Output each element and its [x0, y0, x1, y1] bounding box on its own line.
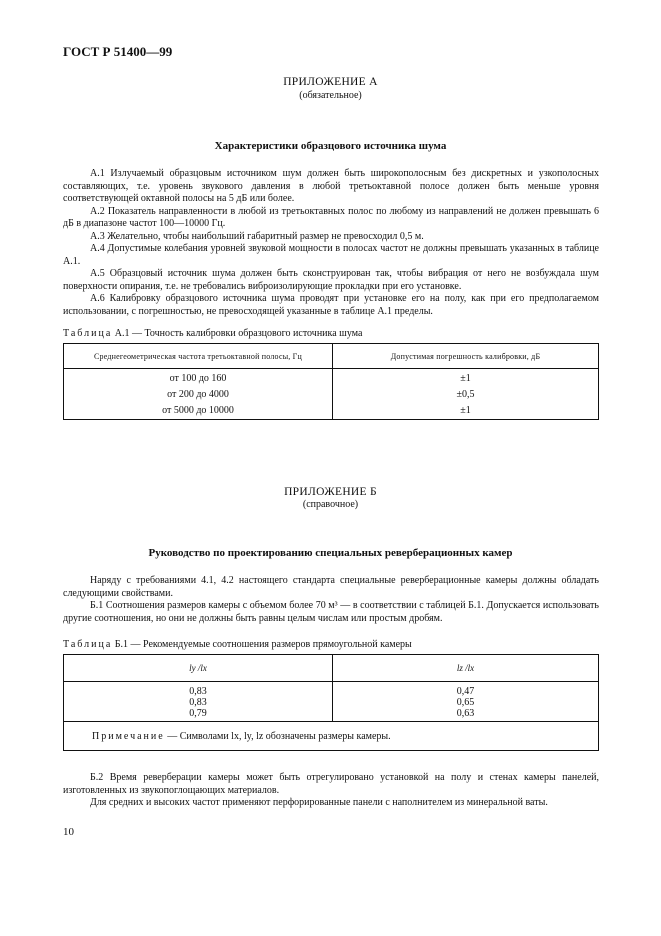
table-cell: 0,79: [189, 708, 207, 719]
table-b1: [63, 654, 599, 751]
table-cell: 0,83: [189, 697, 207, 708]
appendix-b-section-title: Руководство по проектированию специальных реверберационных камер: [148, 547, 513, 559]
table-cell: 0,83: [189, 686, 207, 697]
table-a1-col-error: [333, 369, 599, 420]
table-cell: 0,65: [456, 697, 475, 708]
paragraph-a3: А.3 Желательно, чтобы наибольший габаритный размер не превосходил 0,5 м.: [90, 230, 424, 242]
table-a1: [63, 343, 599, 420]
paragraph-a6: А.6 Калибровку образцового источника шума проводят при установке его на полу, как при его предполагаемом использовании, с погрешностью, не превосходящей указанные в таблице А.1 пределы.: [63, 293, 599, 317]
table-cell: ±1: [460, 373, 471, 384]
table-b1-caption-text: Б.1 — Рекомендуемые соотношения размеров прямоугольной камеры: [112, 639, 412, 650]
table-cell: 0,47: [456, 686, 475, 697]
table-b1-note-text: — Символами lx, ly, lz обозначены размеры камеры.: [164, 730, 391, 742]
page-number: 10: [63, 826, 74, 838]
paragraph-b1: Б.1 Соотношения размеров камеры с объемом более 70 м³ — в соответствии с таблицей Б.1. Допускается использовать другие соотношения, но они не должны быть равны целым числам или простым дробям.: [63, 600, 599, 624]
document-header: ГОСТ Р 51400—99: [63, 44, 173, 59]
table-b1-col-lz-lx: [333, 682, 599, 722]
table-a1-caption-prefix: Таблица: [63, 328, 113, 339]
paragraph-b2-continued: Для средних и высоких частот применяют перфорированные панели с наполнителем из минеральной ваты.: [90, 797, 548, 808]
appendix-a-section-title: Характеристики образцового источника шума: [214, 140, 447, 152]
appendix-b-body-2: [63, 772, 599, 810]
table-cell: от 200 до 4000: [167, 389, 229, 400]
appendix-a-title: ПРИЛОЖЕНИЕ А: [283, 76, 378, 88]
table-b1-header-ly-lx: lу /lх: [64, 655, 333, 682]
table-a1-col-frequency: [64, 369, 333, 420]
table-cell: ±1: [460, 405, 471, 416]
appendix-b-title: ПРИЛОЖЕНИЕ Б: [284, 486, 377, 498]
table-a1-header-error: Допустимая погрешность калибровки, дБ: [333, 344, 599, 369]
appendix-a-subtitle: (обязательное): [299, 90, 362, 101]
table-b1-col-ly-lx: [64, 682, 333, 722]
appendix-a-body: [63, 168, 599, 318]
table-b1-caption-prefix: Таблица: [63, 639, 113, 650]
table-b1-header-lz-lx: lz /lх: [333, 655, 599, 682]
paragraph-b-intro: Наряду с требованиями 4.1, 4.2 настоящего стандарта специальные реверберационные камеры должны обладать следующими свойствами.: [63, 575, 599, 599]
appendix-b-subtitle: (справочное): [302, 499, 359, 510]
paragraph-a1: А.1 Излучаемый образцовым источником шум должен быть широкополосным без дискретных и узкополосных составляющих, т.е. уровень звукового давления в любой третьоктавной полосе должен быть меньше уровня соответствующей октавной полосы на 5 дБ или более.: [63, 168, 599, 204]
table-b1-note-prefix: Примечание: [92, 730, 165, 742]
table-cell: ±0,5: [456, 389, 475, 400]
table-a1-caption-text: А.1 — Точность калибровки образцового источника шума: [112, 328, 363, 339]
paragraph-a5: А.5 Образцовый источник шума должен быть сконструирован так, чтобы вибрация от него не возбуждала шум поверхности опирания, т.е. не требовались виброизолирующие прокладки при его установке.: [63, 268, 599, 292]
table-a1-caption: [63, 328, 362, 339]
appendix-b-body-1: [63, 575, 599, 625]
paragraph-a2: А.2 Показатель направленности в любой из третьоктавных полос по любому из направлений не должен превышать 6 дБ в диапазоне частот 100—10000 Гц.: [63, 205, 599, 229]
table-b1-caption: [63, 639, 412, 650]
table-cell: от 100 до 160: [169, 373, 227, 384]
table-b1-note: [64, 722, 599, 751]
table-cell: 0,63: [456, 708, 475, 719]
table-cell: от 5000 до 10000: [162, 405, 234, 416]
paragraph-a4: А.4 Допустимые колебания уровней звуковой мощности в полосах частот не должны превышать указанных в таблице А.1.: [63, 243, 599, 267]
table-a1-header-frequency: Среднегеометрическая частота третьоктавной полосы, Гц: [64, 344, 333, 369]
paragraph-b2: Б.2 Время реверберации камеры может быть отрегулировано установкой на полу и стенах камеры панелей, изготовленных из звукопоглощающих материалов.: [63, 772, 599, 796]
